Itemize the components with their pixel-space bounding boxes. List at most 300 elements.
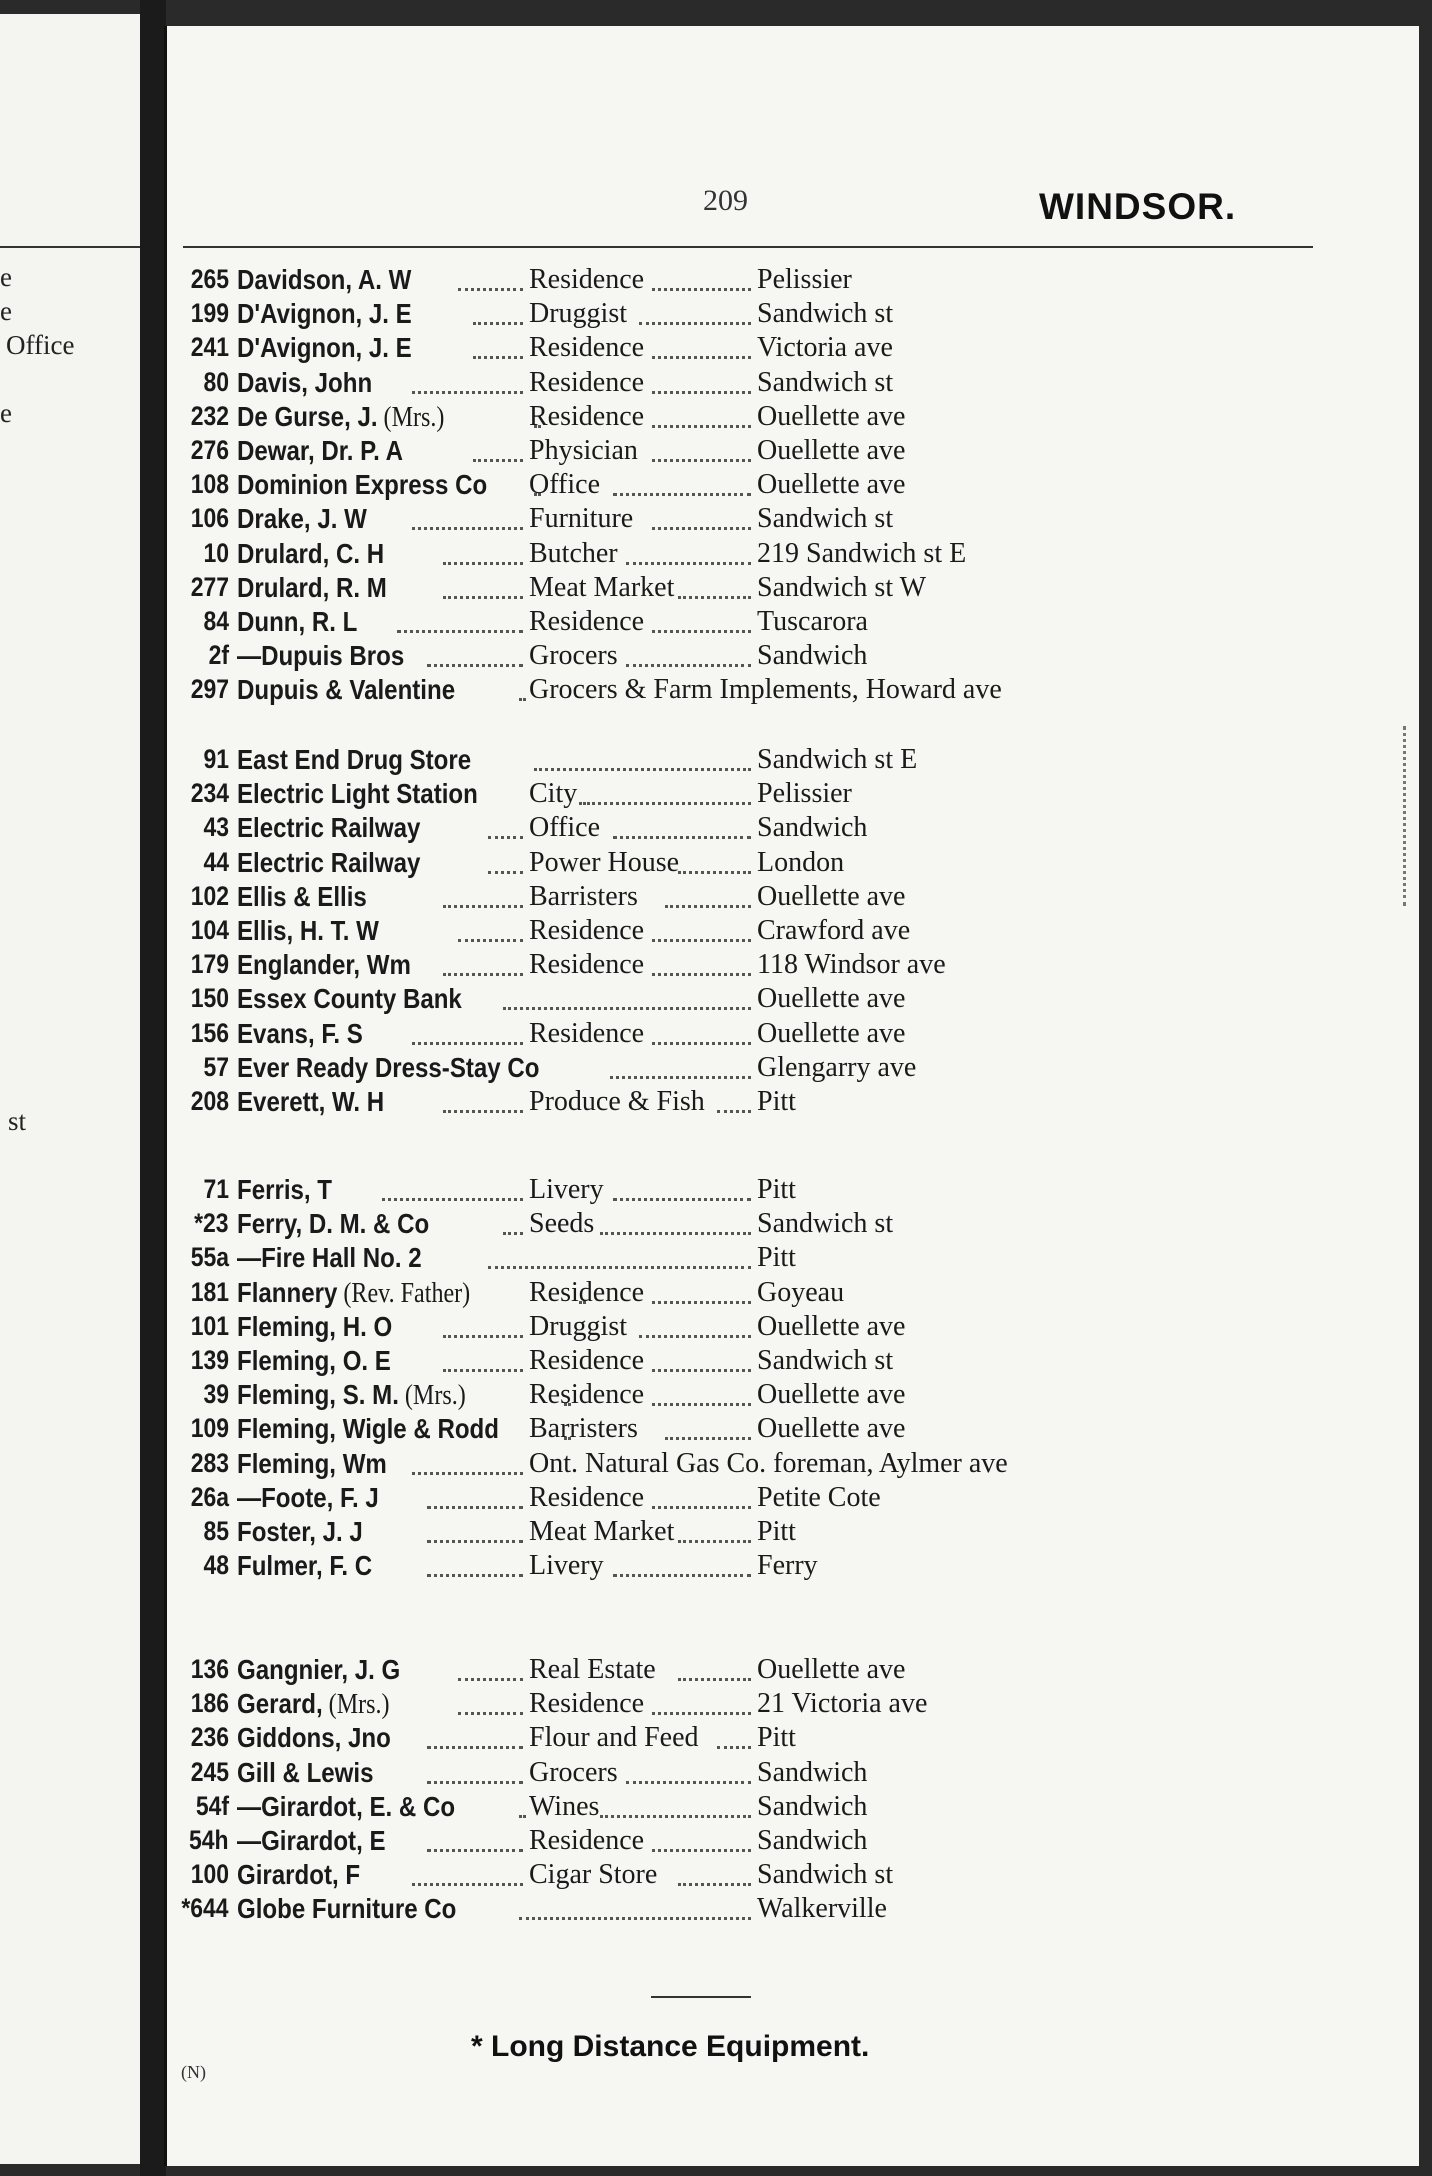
subscriber-name-text: Globe Furniture Co — [237, 1893, 457, 1925]
signature-mark: (N) — [181, 2062, 206, 2082]
dot-leader — [652, 1403, 751, 1406]
subscriber-name-text: Ellis, H. T. W — [237, 915, 379, 946]
directory-entry — [190, 1310, 1317, 1345]
dot-leader — [652, 527, 751, 530]
street-address: Ouellette ave — [757, 400, 906, 432]
dot-leader — [519, 1815, 523, 1818]
directory-entry — [190, 949, 1317, 983]
dot-leader — [427, 1781, 523, 1784]
subscriber-name-text: —Foote, F. J — [237, 1481, 379, 1513]
running-head: WINDSOR. — [1039, 186, 1237, 227]
phone-number: 106 — [190, 503, 229, 534]
phone-number: 26a — [190, 1481, 229, 1512]
street-address: Sandwich st E — [757, 744, 918, 775]
subscriber-name — [237, 606, 357, 638]
dot-leader — [443, 973, 523, 976]
phone-number: 39 — [203, 1379, 229, 1410]
dot-leader — [652, 288, 751, 291]
subscriber-name — [237, 1757, 373, 1789]
occupation: Residence — [529, 1345, 645, 1376]
street-address: Ferry — [757, 1550, 818, 1582]
subscriber-name — [237, 1345, 391, 1377]
phone-number: 181 — [190, 1276, 229, 1307]
phone-number: 84 — [203, 606, 229, 636]
phone-number: 208 — [190, 1086, 229, 1116]
dot-leader — [626, 562, 751, 565]
street-address: Ouellette ave — [757, 880, 906, 912]
subscriber-name-text: —Fire Hall No. 2 — [237, 1242, 422, 1274]
dot-leader — [488, 836, 523, 839]
occupation: Power House — [529, 846, 680, 878]
dot-leader — [412, 1472, 523, 1475]
subscriber-name — [237, 640, 404, 672]
dot-leader — [717, 1746, 751, 1749]
dot-leader — [665, 1437, 751, 1440]
occupation: Residence — [529, 1825, 645, 1856]
directory-entry — [190, 1413, 1317, 1447]
subscriber-name-text: Ellis & Ellis — [237, 880, 367, 912]
directory-entry — [190, 1654, 1317, 1688]
street-address: Ouellette ave — [757, 1654, 906, 1685]
phone-number: 265 — [190, 264, 229, 294]
phone-number: 179 — [190, 949, 229, 980]
subscriber-name-text: Englander, Wm — [237, 949, 411, 981]
occupation: City — [529, 778, 578, 810]
subscriber-name-text: Drulard, R. M — [237, 571, 387, 603]
dot-leader — [600, 1232, 751, 1235]
subscriber-name — [237, 367, 372, 399]
street-address: Pitt — [757, 1242, 796, 1274]
dot-leader — [427, 1849, 523, 1852]
subscriber-name-text: Ferris, T — [237, 1174, 333, 1205]
occupation: Grocers & Farm Implements, Howard ave — [529, 674, 1002, 706]
street-address: Sandwich st — [757, 366, 894, 398]
occupation: Wines — [529, 1790, 600, 1822]
directory-entry — [190, 915, 1317, 949]
occupation: Grocers — [529, 1756, 618, 1788]
directory-page — [164, 26, 1419, 2166]
phone-number: 10 — [203, 537, 229, 568]
subscriber-name — [237, 401, 444, 434]
facing-page-rule — [0, 246, 140, 248]
footer-rule — [651, 1996, 751, 1998]
phone-number: 199 — [190, 298, 229, 329]
footnote: * Long Distance Equipment. — [471, 2030, 870, 2063]
occupation: Produce & Fish — [529, 1086, 705, 1117]
street-address: Glengarry ave — [757, 1051, 917, 1083]
street-address: Pitt — [757, 1086, 796, 1117]
subscriber-name — [237, 1688, 390, 1721]
header-rule — [183, 246, 1313, 248]
subscriber-name — [237, 1277, 470, 1310]
phone-number: 297 — [190, 674, 229, 705]
occupation: Residence — [529, 400, 645, 432]
dot-leader — [678, 1678, 751, 1681]
phone-number: 283 — [190, 1447, 229, 1478]
directory-entry — [190, 503, 1317, 537]
directory-entry — [190, 778, 1317, 812]
subscriber-name-text: Ferry, D. M. & Co — [237, 1208, 430, 1240]
dot-leader — [652, 356, 751, 359]
phone-number: 236 — [190, 1722, 229, 1753]
occupation: Residence — [529, 1276, 645, 1308]
occupation: Office — [529, 812, 600, 844]
dot-leader — [678, 596, 751, 599]
phone-number: 48 — [203, 1550, 229, 1581]
occupation: Flour and Feed — [529, 1722, 699, 1754]
subscriber-name — [237, 572, 387, 604]
directory-entry — [189, 1825, 1317, 1859]
dot-leader — [473, 459, 523, 462]
directory-entry — [203, 846, 1317, 881]
phone-number: *23 — [194, 1208, 229, 1239]
dot-leader — [443, 562, 523, 565]
phone-number: 43 — [203, 812, 229, 843]
subscriber-name-text: Evans, F. S — [237, 1017, 363, 1049]
facing-page-fragment: e — [0, 398, 12, 428]
subscriber-name — [237, 744, 471, 776]
dot-leader — [412, 391, 523, 394]
street-address: Sandwich st — [757, 1859, 894, 1891]
dot-leader — [519, 698, 523, 701]
directory-entry — [203, 1379, 1317, 1413]
phone-number: 104 — [190, 915, 229, 945]
subscriber-name-text: De Gurse, J. — [237, 400, 378, 432]
subscriber-name-text: Electric Railway — [237, 812, 421, 844]
subscriber-name — [237, 1448, 387, 1480]
dot-leader — [458, 1712, 523, 1715]
street-address: Crawford ave — [757, 915, 911, 946]
directory-entry — [190, 435, 1317, 469]
dot-leader — [427, 1574, 523, 1577]
dot-leader — [412, 1042, 523, 1045]
directory-entry — [203, 1550, 1317, 1584]
subscriber-name — [237, 538, 384, 570]
street-address: Sandwich st — [757, 298, 894, 330]
street-address: Pelissier — [757, 778, 852, 810]
street-address: Pelissier — [757, 264, 852, 295]
street-address: Sandwich — [757, 640, 868, 672]
occupation: Residence — [529, 1481, 645, 1513]
subscriber-name-text: —Girardot, E. & Co — [237, 1790, 456, 1822]
directory-entry — [190, 571, 1317, 606]
directory-entry — [194, 1208, 1317, 1242]
phone-number: 241 — [190, 332, 229, 363]
phone-number: 136 — [190, 1654, 229, 1684]
phone-number: 276 — [190, 435, 229, 465]
facing-page-fragment: Office — [6, 330, 75, 360]
subscriber-name — [237, 1174, 332, 1206]
directory-entry — [190, 1481, 1317, 1516]
directory-entry — [190, 400, 1317, 435]
dot-leader — [678, 1540, 751, 1543]
dot-leader — [443, 1335, 523, 1338]
occupation: Druggist — [529, 1310, 627, 1342]
dot-leader — [427, 1506, 523, 1509]
phone-number: 101 — [190, 1310, 229, 1341]
directory-entry — [190, 1722, 1317, 1756]
dot-leader — [427, 664, 523, 667]
subscriber-name-text: Foster, J. J — [237, 1516, 363, 1547]
occupation: Ont. Natural Gas Co. foreman, Aylmer ave — [529, 1447, 1008, 1479]
dot-leader — [652, 1042, 751, 1045]
directory-entry — [190, 1688, 1317, 1722]
dot-leader — [443, 1369, 523, 1372]
occupation: Physician — [529, 435, 638, 466]
subscriber-name-text: Fleming, Wm — [237, 1447, 387, 1479]
subscriber-name-text: D'Avignon, J. E — [237, 332, 412, 364]
dot-leader — [443, 596, 523, 599]
subscriber-name-text: Davis, John — [237, 366, 373, 398]
dot-leader — [639, 322, 751, 325]
street-address: Sandwich — [757, 1756, 868, 1788]
occupation: Residence — [529, 606, 645, 637]
subscriber-name-text: Fleming, H. O — [237, 1310, 393, 1342]
dot-leader — [652, 973, 751, 976]
street-address: 219 Sandwich st E — [757, 537, 967, 569]
subscriber-name — [237, 469, 487, 501]
directory-entry — [190, 264, 1317, 298]
subscriber-name — [237, 949, 411, 981]
subscriber-name — [237, 503, 367, 535]
phone-number: 85 — [203, 1516, 229, 1546]
dot-leader — [652, 630, 751, 633]
subscriber-name-text: Electric Railway — [237, 846, 421, 878]
directory-entry — [190, 1859, 1317, 1893]
dot-leader — [652, 1506, 751, 1509]
directory-entry — [190, 298, 1317, 332]
dot-leader — [652, 459, 751, 462]
street-address: Ouellette ave — [757, 1017, 906, 1049]
occupation: Residence — [529, 915, 645, 946]
phone-number: 108 — [190, 469, 229, 500]
subscriber-name-text: D'Avignon, J. E — [237, 298, 412, 330]
occupation: Residence — [529, 332, 645, 364]
street-address: Pitt — [757, 1516, 796, 1547]
dot-leader — [652, 1712, 751, 1715]
subscriber-name — [237, 983, 462, 1015]
phone-number: 100 — [190, 1859, 229, 1890]
subscriber-name — [237, 1893, 456, 1925]
subscriber-name — [237, 332, 412, 364]
phone-number: 54f — [195, 1790, 229, 1821]
subscriber-name-text: Essex County Bank — [237, 983, 462, 1015]
occupation: Residence — [529, 366, 645, 398]
dot-leader — [652, 391, 751, 394]
subscriber-name — [237, 1516, 363, 1548]
street-address: Sandwich st — [757, 503, 894, 535]
directory-entry — [190, 880, 1317, 915]
dot-leader — [458, 1678, 523, 1681]
directory-entry — [203, 1516, 1317, 1550]
page-number: 209 — [703, 184, 748, 217]
dot-leader — [473, 356, 523, 359]
subscriber-name-text: Fleming, O. E — [237, 1345, 391, 1376]
subscriber-name — [237, 1018, 363, 1050]
subscriber-name — [237, 1208, 429, 1240]
dot-leader — [717, 1110, 751, 1113]
street-address: Victoria ave — [757, 332, 893, 364]
subscriber-name — [237, 812, 420, 844]
occupation: Livery — [529, 1174, 604, 1205]
dot-leader — [519, 1917, 751, 1920]
occupation: Residence — [529, 1379, 645, 1411]
dot-leader — [412, 1883, 523, 1886]
directory-entry — [190, 332, 1317, 366]
occupation: Seeds — [529, 1208, 595, 1240]
occupation: Residence — [529, 264, 645, 295]
phone-number: 102 — [190, 880, 229, 911]
directory-entry — [190, 1345, 1317, 1379]
occupation: Office — [529, 469, 600, 501]
subscriber-name-text: Dewar, Dr. P. A — [237, 435, 403, 466]
street-address: Tuscarora — [757, 606, 868, 637]
street-address: Sandwich st — [757, 1208, 894, 1240]
subscriber-name-text: —Girardot, E — [237, 1825, 386, 1856]
directory-entry — [203, 1051, 1317, 1086]
phone-number: 55a — [190, 1242, 229, 1273]
facing-page — [0, 14, 140, 2164]
street-address: Ouellette ave — [757, 1310, 906, 1342]
directory-entry — [203, 812, 1317, 846]
occupation: Butcher — [529, 537, 618, 569]
occupation: Furniture — [529, 503, 634, 535]
phone-number: 54h — [189, 1825, 229, 1855]
occupation: Druggist — [529, 298, 627, 330]
dot-leader — [503, 1007, 751, 1010]
subscriber-name-text: Electric Light Station — [237, 778, 478, 810]
street-address: Ouellette ave — [757, 1379, 906, 1411]
phone-number: 245 — [190, 1756, 229, 1787]
subscriber-name — [237, 1379, 466, 1412]
subscriber-name — [237, 264, 411, 296]
phone-number: 277 — [190, 571, 229, 602]
subscriber-name — [237, 1242, 422, 1274]
subscriber-name — [237, 1086, 384, 1118]
facing-page-fragment: e — [0, 262, 12, 292]
dot-leader — [652, 1369, 751, 1372]
dot-leader — [613, 836, 751, 839]
dot-leader — [652, 425, 751, 428]
directory-entry — [203, 606, 1317, 640]
directory-entry — [190, 1447, 1317, 1482]
occupation: Residence — [529, 949, 645, 981]
subscriber-name-text: Davidson, A. W — [237, 264, 412, 295]
phone-number: 71 — [203, 1174, 229, 1204]
subscriber-name — [237, 1859, 360, 1891]
phone-number: 91 — [203, 744, 229, 774]
dot-leader — [600, 1815, 751, 1818]
subscriber-title: (Mrs.) — [377, 401, 445, 433]
dot-leader — [652, 1849, 751, 1852]
directory-entry — [190, 1242, 1317, 1276]
phone-number: 57 — [203, 1051, 229, 1082]
subscriber-title: (Mrs.) — [322, 1689, 390, 1721]
dot-leader — [488, 871, 523, 874]
directory-entry — [190, 1756, 1317, 1791]
phone-number: 80 — [203, 366, 229, 397]
subscriber-name-text: Fleming, Wigle & Rodd — [237, 1413, 499, 1445]
subscriber-name — [237, 881, 367, 913]
subscriber-name — [237, 1311, 392, 1343]
occupation: Grocers — [529, 640, 618, 672]
street-address: Sandwich — [757, 812, 868, 844]
subscriber-name-text: Drulard, C. H — [237, 537, 385, 569]
subscriber-name — [237, 1722, 391, 1754]
subscriber-name — [237, 674, 455, 706]
street-address: Ouellette ave — [757, 1413, 906, 1445]
phone-number: 156 — [190, 1017, 229, 1048]
subscriber-name — [237, 915, 379, 947]
dot-leader — [488, 1266, 751, 1269]
subscriber-name-text: Gill & Lewis — [237, 1756, 374, 1788]
subscriber-name — [237, 778, 478, 810]
street-address: London — [757, 846, 845, 878]
occupation: Meat Market — [529, 1516, 675, 1547]
phone-number: 150 — [190, 983, 229, 1014]
subscriber-name-text: Dunn, R. L — [237, 606, 358, 637]
directory-entry — [195, 1790, 1317, 1825]
street-address: Pitt — [757, 1722, 796, 1754]
street-address: Walkerville — [757, 1893, 887, 1925]
book-spine — [140, 0, 166, 2176]
subscriber-name-text: Gangnier, J. G — [237, 1654, 401, 1685]
phone-number: 109 — [190, 1413, 229, 1444]
facing-page-fragment: st — [8, 1106, 27, 1136]
directory-entry — [208, 640, 1317, 674]
phone-number: 44 — [203, 846, 229, 877]
subscriber-name — [237, 435, 403, 467]
dot-leader — [458, 288, 523, 291]
dot-leader — [613, 1574, 751, 1577]
subscriber-name — [237, 1654, 400, 1686]
dot-leader — [613, 1198, 751, 1201]
street-address: 118 Windsor ave — [757, 949, 946, 981]
subscriber-name — [237, 298, 412, 330]
occupation: Residence — [529, 1688, 645, 1720]
dot-leader — [397, 630, 523, 633]
subscriber-name-text: —Dupuis Bros — [237, 640, 405, 672]
subscriber-name-text: Flannery — [237, 1276, 338, 1308]
street-address: Petite Cote — [757, 1481, 881, 1513]
subscriber-name — [237, 1052, 539, 1084]
dot-leader — [678, 1883, 751, 1886]
subscriber-title: (Rev. Father) — [337, 1277, 471, 1309]
subscriber-name-text: Girardot, F — [237, 1859, 361, 1891]
directory-entry — [190, 1017, 1317, 1052]
dot-leader — [626, 1781, 751, 1784]
occupation: Barristers — [529, 880, 638, 912]
phone-number: 139 — [190, 1345, 229, 1375]
street-address: 21 Victoria ave — [757, 1688, 928, 1720]
street-address: Ouellette ave — [757, 983, 906, 1015]
subscriber-name-text: East End Drug Store — [237, 744, 472, 775]
dot-leader — [534, 768, 751, 771]
directory-entry — [190, 1276, 1317, 1311]
directory-entry — [190, 469, 1317, 503]
dot-leader — [427, 1746, 523, 1749]
phone-number: *644 — [181, 1893, 229, 1924]
subscriber-name-text: Drake, J. W — [237, 503, 367, 535]
directory-entry — [190, 674, 1317, 708]
occupation: Barristers — [529, 1413, 638, 1445]
phone-number: 234 — [190, 778, 229, 809]
occupation: Meat Market — [529, 571, 675, 603]
subscriber-name — [237, 847, 420, 879]
dot-leader — [579, 802, 583, 805]
dot-leader — [626, 664, 751, 667]
subscriber-title: (Mrs.) — [398, 1380, 466, 1412]
